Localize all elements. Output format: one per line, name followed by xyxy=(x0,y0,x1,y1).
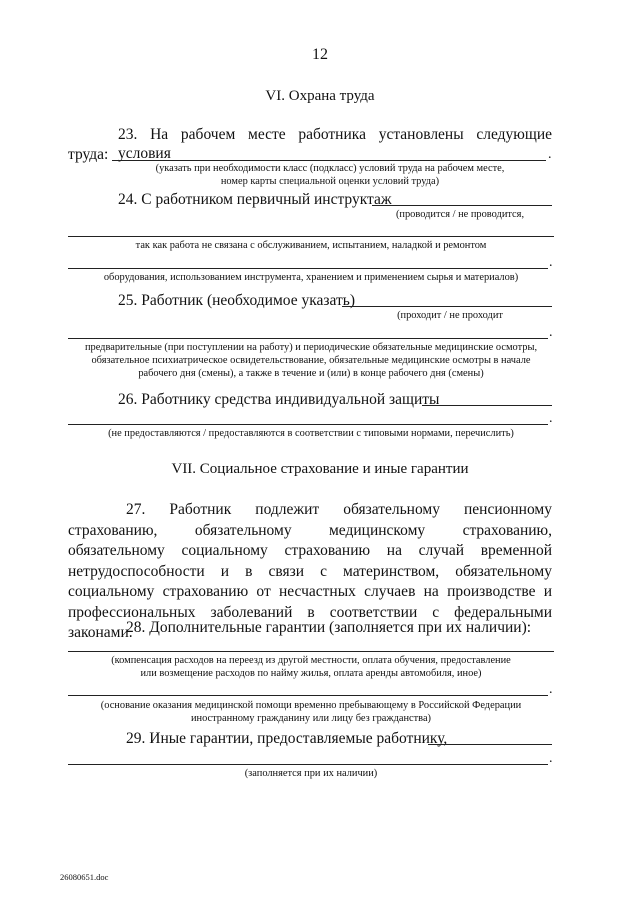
clause-25-caption-3: обязательное психиатрическое освидетельствование, обязательные медицинские осмотры в начале xyxy=(91,355,531,366)
clause-25-fill-line-2[interactable] xyxy=(68,338,548,339)
clause-23-fill-line[interactable] xyxy=(112,160,546,161)
clause-24-caption-3: оборудования, использованием инструмента, хранением и применением сырья и материалов) xyxy=(103,272,519,283)
file-name-footer: 26080651.doc xyxy=(60,872,109,882)
clause-24-fill-line[interactable] xyxy=(372,205,552,206)
clause-27-text: 27. Работник подлежит обязательному пенсионному страхованию, обязательному медицинскому страхованию, обязательному социальному страхованию на случай временной нетрудоспособности и в связи с материнством, обязательному социальному страхованию от несчастных случаев на производстве и профессиональных заболеваний в соответствии с федеральными законами. xyxy=(68,501,552,641)
clause-24-caption-1: (проводится / не проводится, xyxy=(395,209,525,220)
section-7-title: VII. Социальное страхование и иные гарантии xyxy=(171,461,469,477)
clause-25-line1: 25. Работник (необходимое указать) xyxy=(118,292,356,309)
clause-24-line1: 24. С работником первичный инструктаж xyxy=(118,191,392,208)
page-number: 12 xyxy=(312,46,328,63)
period-mark: . xyxy=(549,325,553,340)
period-mark: . xyxy=(549,255,553,270)
clause-29-fill-line-2[interactable] xyxy=(68,764,548,765)
clause-28-fill-line[interactable] xyxy=(68,651,554,652)
clause-23-line1: 23. На рабочем месте работника установлены следующие условия xyxy=(118,126,552,162)
clause-26-fill-line-2[interactable] xyxy=(68,424,548,425)
clause-28-fill-line-2[interactable] xyxy=(68,695,548,696)
clause-26-line1: 26. Работнику средства индивидуальной защиты xyxy=(118,391,440,408)
clause-25-caption-2: предварительные (при поступлении на работу) и периодические обязательные медицинские осмотры, xyxy=(84,342,538,353)
clause-24-caption-2: так как работа не связана с обслуживанием, испытанием, наладкой и ремонтом xyxy=(135,240,487,251)
clause-25-fill-line[interactable] xyxy=(342,306,552,307)
clause-29-line1: 29. Иные гарантии, предоставляемые работнику, xyxy=(126,730,448,747)
period-mark: . xyxy=(548,147,552,162)
section-6-title: VI. Охрана труда xyxy=(265,88,375,104)
clause-28-line1: 28. Дополнительные гарантии (заполняется при их наличии): xyxy=(126,619,532,636)
clause-28-caption-2: или возмещение расходов по найму жилья, оплата аренды автомобиля, иное) xyxy=(140,668,482,679)
clause-25-caption-1: (проходит / не проходит xyxy=(397,310,503,321)
clause-28-caption-1: (компенсация расходов на переезд из другой местности, оплата обучения, предоставление xyxy=(111,655,511,666)
clause-23-caption-1: (указать при необходимости класс (подкласс) условий труда на рабочем месте, xyxy=(155,163,505,174)
period-mark: . xyxy=(549,751,553,766)
period-mark: . xyxy=(549,411,553,426)
clause-23-caption-2: номер карты специальной оценки условий труда) xyxy=(220,176,440,187)
clause-28-caption-3: (основание оказания медицинской помощи временно пребывающему в Российской Федерации xyxy=(100,700,522,711)
clause-26-caption-1: (не предоставляются / предоставляются в соответствии с типовыми нормами, перечислить) xyxy=(108,428,514,439)
clause-23-line2: труда: xyxy=(68,146,109,163)
clause-25-caption-4: рабочего дня (смены), а также в течение и (или) в конце рабочего дня (смены) xyxy=(138,368,484,379)
clause-26-fill-line[interactable] xyxy=(422,405,552,406)
clause-28-caption-4: иностранному гражданину или лицу без гражданства) xyxy=(190,713,432,724)
clause-24-fill-line-3[interactable] xyxy=(68,268,548,269)
clause-29-caption-1: (заполняется при их наличии) xyxy=(244,768,378,779)
period-mark: . xyxy=(549,682,553,697)
clause-29-fill-line[interactable] xyxy=(428,744,552,745)
clause-24-fill-line-2[interactable] xyxy=(68,236,554,237)
